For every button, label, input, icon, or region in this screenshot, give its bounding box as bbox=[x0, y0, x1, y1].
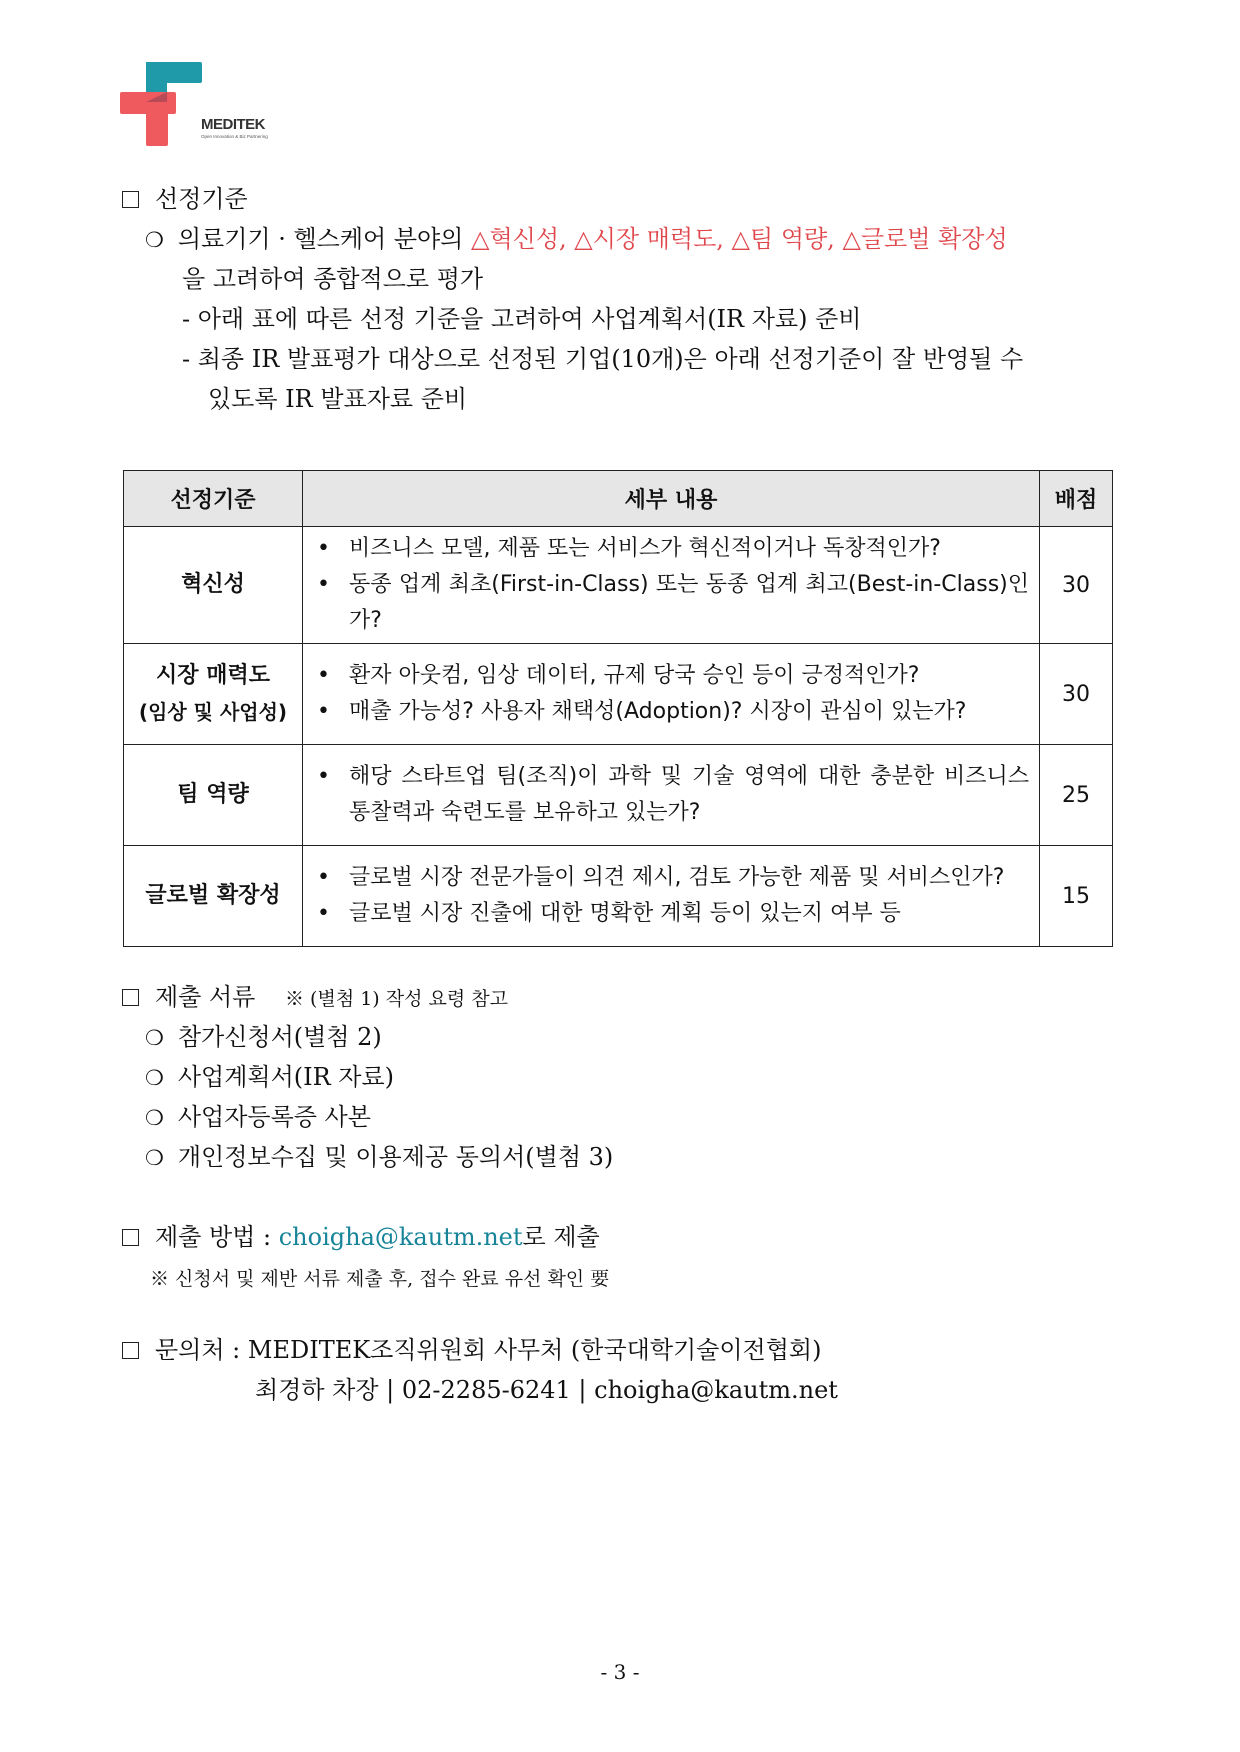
checkbox-square-icon bbox=[122, 1342, 139, 1359]
row-score: 30 bbox=[1040, 527, 1113, 644]
row-detail: • 비즈니스 모델, 제품 또는 서비스가 혁신적이거나 독창적인가? • 동종 업계 최초(First-in-Class) 또는 동종 업계 최고(Best-in-Class)인가? bbox=[303, 527, 1040, 644]
method-heading: 제출 방법 : choigha@kautm.net로 제출 bbox=[122, 1220, 600, 1254]
row-criteria: 시장 매력도 (임상 및 사업성) bbox=[124, 644, 303, 745]
document-item: ❍ 사업자등록증 사본 bbox=[145, 1100, 371, 1135]
circle-bullet-icon: ❍ bbox=[145, 1106, 164, 1130]
criteria-intro: ❍ 의료기기 · 헬스케어 분야의 △혁신성, △시장 매력도, △팀 역량, △글로벌 확장성 bbox=[145, 222, 1008, 257]
criteria-table bbox=[123, 470, 1113, 947]
meditek-logo bbox=[120, 62, 280, 146]
bullet-dot-icon: • bbox=[317, 536, 330, 561]
circle-bullet-icon: ❍ bbox=[145, 1146, 164, 1170]
row-score: 30 bbox=[1040, 644, 1113, 745]
criteria-highlights: △혁신성, △시장 매력도, △팀 역량, △글로벌 확장성 bbox=[471, 225, 1008, 253]
logo-brand: MEDITEK bbox=[201, 116, 265, 133]
documents-heading: 제출 서류 ※ (별첨 1) 작성 요령 참고 bbox=[122, 980, 508, 1016]
table-header-row bbox=[124, 471, 1113, 527]
bullet-dot-icon: • bbox=[317, 699, 330, 724]
document-item: ❍ 사업계획서(IR 자료) bbox=[145, 1060, 394, 1095]
row-criteria: 팀 역량 bbox=[124, 745, 303, 846]
contact-heading: 문의처 : MEDITEK조직위원회 사무처 (한국대학기술이전협회) bbox=[122, 1333, 821, 1367]
contact-detail: 최경하 차장 | 02-2285-6241 | choigha@kautm.net bbox=[255, 1376, 838, 1404]
bullet-dot-icon: • bbox=[317, 865, 330, 890]
table-row bbox=[124, 846, 1113, 947]
circle-bullet-icon: ❍ bbox=[145, 1026, 164, 1050]
bullet-dot-icon: • bbox=[317, 663, 330, 688]
criteria-intro-cont: 을 고려하여 종합적으로 평가 bbox=[182, 265, 484, 293]
row-criteria: 글로벌 확장성 bbox=[124, 846, 303, 947]
criteria-sub-2: - 최종 IR 발표평가 대상으로 선정된 기업(10개)은 아래 선정기준이 잘 반영될 수 bbox=[182, 345, 1024, 373]
cross-logo-icon bbox=[120, 62, 202, 146]
table-row bbox=[124, 644, 1113, 745]
checkbox-square-icon bbox=[122, 1229, 139, 1246]
checkbox-square-icon bbox=[122, 191, 139, 208]
row-detail: • 해당 스타트업 팀(조직)이 과학 및 기술 영역에 대한 충분한 비즈니스 통찰력과 숙련도를 보유하고 있는가? bbox=[303, 745, 1040, 846]
circle-bullet-icon: ❍ bbox=[145, 1066, 164, 1090]
document-item: ❍ 참가신청서(별첨 2) bbox=[145, 1020, 382, 1055]
page-number: - 3 - bbox=[600, 1660, 640, 1684]
documents-note: ※ (별첨 1) 작성 요령 참고 bbox=[285, 988, 508, 1010]
row-detail: • 글로벌 시장 전문가들이 의견 제시, 검토 가능한 제품 및 서비스인가? • 글로벌 시장 진출에 대한 명확한 계획 등이 있는지 여부 등 bbox=[303, 846, 1040, 947]
criteria-sub-1: - 아래 표에 따른 선정 기준을 고려하여 사업계획서(IR 자료) 준비 bbox=[182, 305, 862, 333]
header-criteria: 선정기준 bbox=[124, 471, 303, 527]
document-item: ❍ 개인정보수집 및 이용제공 동의서(별첨 3) bbox=[145, 1140, 613, 1175]
criteria-heading: 선정기준 bbox=[122, 182, 248, 216]
checkbox-square-icon bbox=[122, 989, 139, 1006]
header-detail: 세부 내용 bbox=[303, 471, 1040, 527]
method-note: ※ 신청서 및 제반 서류 제출 후, 접수 완료 유선 확인 要 bbox=[150, 1268, 610, 1290]
criteria-sub-2-cont: 있도록 IR 발표자료 준비 bbox=[208, 385, 468, 413]
header-score: 배점 bbox=[1040, 471, 1113, 527]
bullet-dot-icon: • bbox=[317, 901, 330, 926]
circle-bullet-icon: ❍ bbox=[145, 228, 164, 252]
table-row bbox=[124, 745, 1113, 846]
table-row bbox=[124, 527, 1113, 644]
row-criteria: 혁신성 bbox=[124, 527, 303, 644]
row-detail: • 환자 아웃컴, 임상 데이터, 규제 당국 승인 등이 긍정적인가? • 매출 가능성? 사용자 채택성(Adoption)? 시장이 관심이 있는가? bbox=[303, 644, 1040, 745]
logo-tagline: Open Innovation & Biz Partnering bbox=[201, 134, 268, 139]
row-score: 15 bbox=[1040, 846, 1113, 947]
method-email-link[interactable]: choigha@kautm.net bbox=[278, 1223, 523, 1251]
bullet-dot-icon: • bbox=[317, 572, 330, 597]
row-score: 25 bbox=[1040, 745, 1113, 846]
bullet-dot-icon: • bbox=[317, 764, 330, 789]
